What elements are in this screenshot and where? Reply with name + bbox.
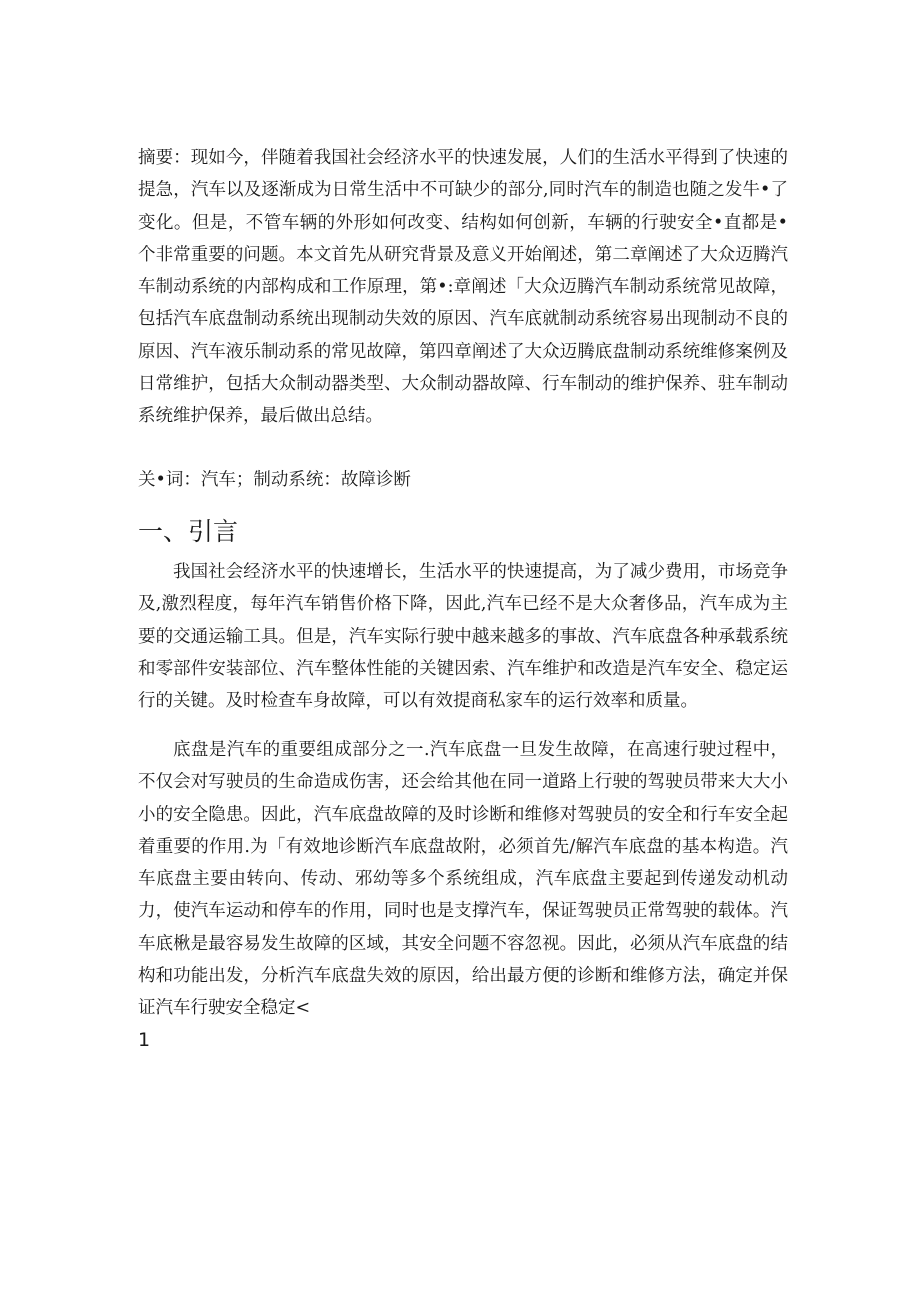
abstract-paragraph: 摘要：现如今，伴随着我国社会经济水平的快速发展，人们的生活水平得到了快速的提急，汽车以及逐渐成为日常生活中不可缺少的部分,同时汽车的制造也随之发牛•了变化。但是，不管车辆的外形如何改变、结构如何创新，车辆的行驶安全•直都是•个非常重要的问题。本文首先从研究背景及意义开始阐述，第二章阐述了大众迈腾汽车制动系统的内部构成和工作原理，第•:章阐述「大众迈腾汽车制动系统常见故障，包括汽车底盘制动系统出现制动失效的原因、汽车底就制动系统容易出现制动不良的原因、汽车液乐制动系的常见故障，第四章阐述了大众迈腾底盘制动系统维修案例及日常维护，包括大众制动器类型、大众制动器故障、行车制动的维护保养、驻车制动系统维护保养，最后做出总结。 <box>138 148 788 427</box>
section-heading-introduction: 一、引言 <box>138 517 239 546</box>
keywords-line: 关•词：汽车；制动系统：故障诊断 <box>138 470 411 490</box>
body-paragraph: 底盘是汽车的重要组成部分之一.汽车底盘一旦发生故障，在高速行驶过程中，不仅会对写驶员的生命造成伤害，还会给其他在同一道路上行驶的驾驶员带来大大小小的安全隐患。因此，汽车底盘故障的及时诊断和维修对驾驶员的安全和行车安全起着重要的作用.为「有效地诊断汽车底盘故附，必须首先/解汽车底盘的基本构造。汽车底盘主要由转向、传动、邪幼等多个系统组成，汽车底盘主要起到传递发动机动力，使汽车运动和停车的作用，同时也是支撑汽车，保证驾驶员正常驾驶的载体。汽车底楸是最容易发生故障的区域，其安全问题不容忽视。因此，必须从汽车底盘的结构和功能出发，分析汽车底盘失效的原因，给出最方便的诊断和维修方法，确定并保证汽车行驶安全稳定< <box>138 740 788 1019</box>
page-number: 1 <box>138 1029 151 1051</box>
body-paragraph: 我国社会经济水平的快速增长，生活水平的快速提高，为了减少费用，市场竞争及,激烈程度，每年汽车销售价格下降，因此,汽车已经不是大众奢侈品，汽车成为主要的交通运输工具。但是，汽车实际行驶中越来越多的事故、汽车底盘各种承载系统和零部件安装部位、汽车整体性能的关键因索、汽车维护和改造是汽车安全、稳定运行的关键。及时检查车身故障，可以有效提商私家车的运行效率和质量。 <box>138 562 788 712</box>
